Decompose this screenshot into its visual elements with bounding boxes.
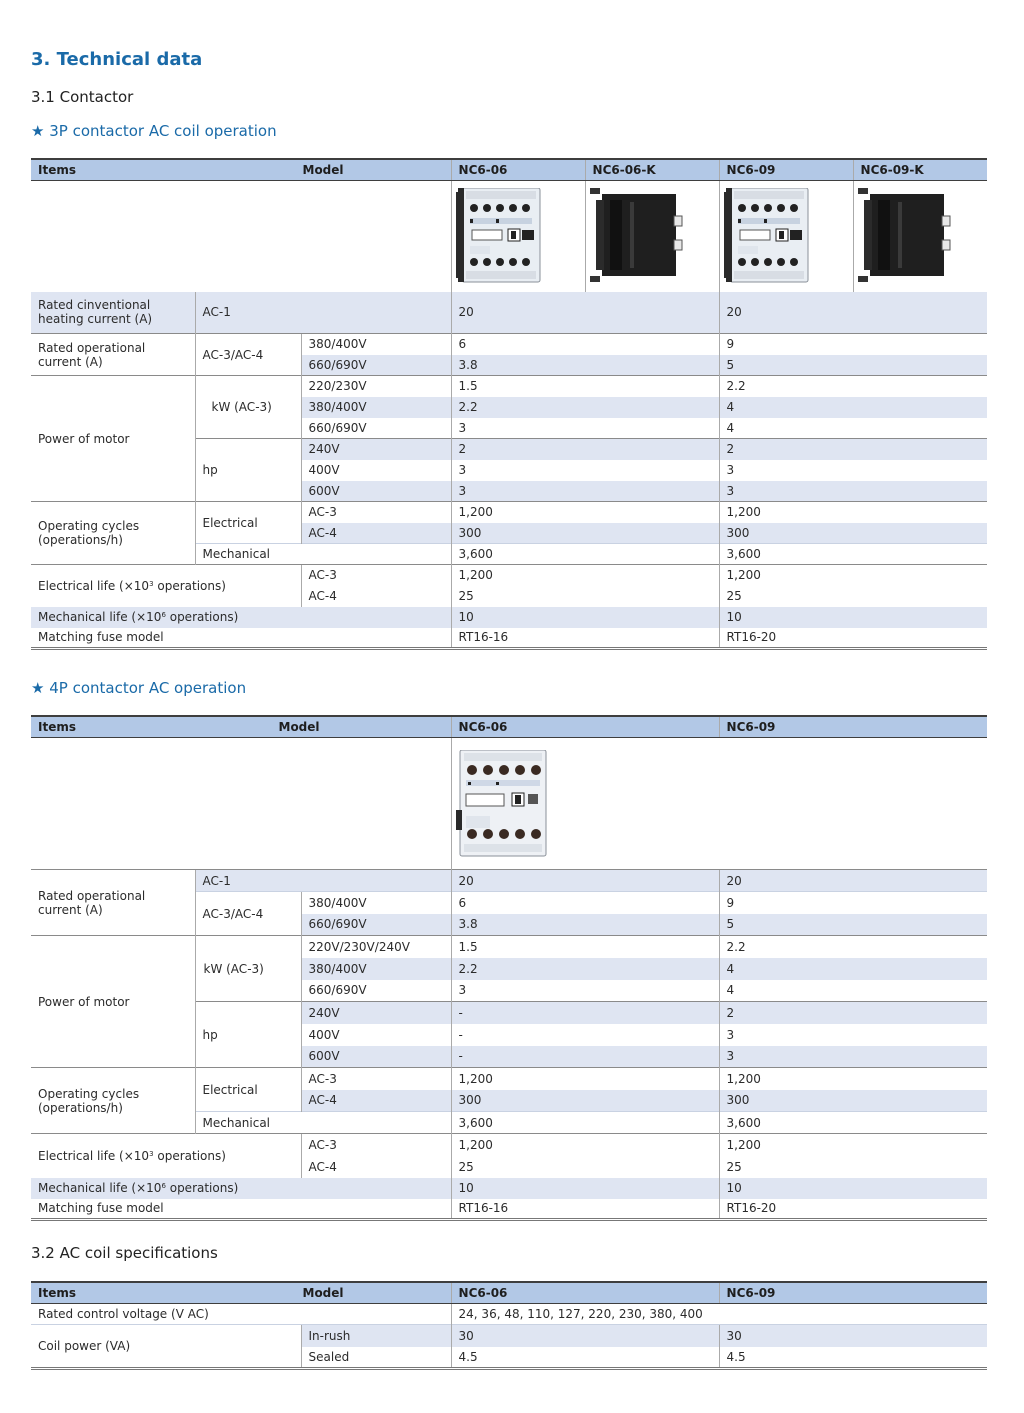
subsection-coil: 3.2 AC coil specifications [31,1244,218,1262]
table-row: Rated operational current (A) AC-3/AC-4 380/400V 6 9 [31,334,987,355]
table-row: 660/690V 3 4 [31,980,987,1002]
table-row: 600V - 3 [31,1046,987,1068]
table-row: Mechanical life ($\times 10^6$ operations) 10 10 [31,1178,987,1199]
product-image-nc6-06 [456,188,542,284]
row-label-fuse: Matching fuse model [38,630,164,645]
table-row: 660/690V 3 4 [31,418,987,439]
table-row: Operating cycles (operations/h) Electrical AC-3 1,200 1,200 [31,1068,987,1090]
table-row: 660/690V 3.8 5 [31,355,987,376]
table-row: Electrical life ($\times 10^3$ operations) AC-3 1,200 1,200 [31,565,987,586]
row-label-coil-power: Coil power (VA) [31,1325,301,1369]
table-row: Electrical life ($\times 10^3$ operations) AC-3 1,200 1,200 [31,1134,987,1156]
table-row: 380/400V 2.2 4 [31,958,987,980]
items-header: Items [38,163,76,177]
table-row: Rated cinventional heating current (A) AC-1 20 20 [31,292,987,334]
table-row: Mechanical life ($\times 10^6$ operations) 10 10 [31,607,987,628]
model-col-2: NC6-06-K [585,159,719,181]
table-row: 400V 3 3 [31,460,987,481]
subsection-contactor: 3.1 Contactor [31,88,134,106]
table-row: Operating cycles (operations/h) Electrical AC-3 1,200 1,200 [31,502,987,523]
table-row: Coil power (VA) In-rush 30 30 [31,1325,987,1347]
model-header: Model [302,163,344,177]
table-header [31,159,987,181]
row-label-electrical-life: Electrical life ($\times 10^3$ operations) [31,1134,301,1178]
row-label-mechanical-life: Mechanical life ($\times 10^6$ operations) [38,610,239,624]
product-image-nc6-09-k [858,188,952,284]
table-row: AC-4 300 300 [31,1090,987,1112]
product-image-nc6-09 [724,188,810,284]
model-col-1: NC6-06 [451,159,585,181]
image-row [31,738,987,870]
row-label-voltage: Rated control voltage (V AC) [38,1307,209,1321]
table-row: Mechanical 3,600 3,600 [31,544,987,565]
table-row: Mechanical 3,600 3,600 [31,1112,987,1134]
table-row: 400V - 3 [31,1024,987,1046]
table-row: AC-3/AC-4 380/400V 6 9 [31,892,987,914]
section-title: 3. Technical data [31,49,203,70]
model-col-4: NC6-09-K [853,159,987,181]
model-col-2: NC6-09 [719,1282,987,1304]
table-row: AC-4 300 300 [31,523,987,544]
table-row: AC-4 25 25 [31,586,987,607]
model-col-1: NC6-06 [451,1282,719,1304]
subsection-3p: ★ 3P contactor AC coil operation [31,122,277,140]
table-ac-coil [31,1281,987,1370]
table-row: Matching fuse model RT16-16 RT16-20 [31,1199,987,1220]
table-row: 600V 3 3 [31,481,987,502]
row-label-fuse: Matching fuse model [38,1201,164,1216]
table-row: Rated control voltage (V AC) 24, 36, 48, 110, 127, 220, 230, 380, 400 [31,1304,987,1325]
table-row: Matching fuse model RT16-16 RT16-20 [31,628,987,649]
row-label-operational: Rated operational current (A) [31,334,195,376]
table-row: 380/400V 2.2 4 [31,397,987,418]
table-row: Power of motor kW (AC-3) 220V/230V/240V 1.5 2.2 [31,936,987,958]
table-row: Sealed 4.5 4.5 [31,1347,987,1369]
row-label-cycles: Operating cycles (operations/h) [31,502,195,565]
row-label-electrical-life: Electrical life ($\times 10^3$ operations) [31,565,301,607]
table-header: Items Model NC6-06 NC6-09 [31,1282,987,1304]
model-col-2: NC6-09 [719,716,987,738]
row-label-power: Power of motor [31,376,195,502]
table-4p-contactor [31,715,987,1221]
row-label-heating: Rated cinventional heating current (A) [38,298,153,327]
table-row: Power of motor kW (AC-3) 220/230V 1.5 2.2 [31,376,987,397]
product-image-nc6-06-4p [456,750,552,858]
row-label-operational: Rated operational current (A) [31,870,195,936]
table-row: Rated operational current (A) AC-1 20 20 [31,870,987,892]
table-row: 660/690V 3.8 5 [31,914,987,936]
table-row: AC-4 25 25 [31,1156,987,1178]
row-label-power: Power of motor [31,936,195,1068]
product-image-nc6-06-k [590,188,684,284]
row-label-cycles: Operating cycles (operations/h) [31,1068,195,1134]
table-row: hp 240V 2 2 [31,439,987,460]
table-3p-contactor [31,158,987,650]
table-row: hp 240V - 2 [31,1002,987,1024]
row-label-mechanical-life: Mechanical life ($\times 10^6$ operations) [38,1181,239,1195]
table-header: Items Model NC6-06 NC6-09 [31,716,987,738]
subsection-4p: ★ 4P contactor AC operation [31,679,247,697]
model-col-1: NC6-06 [451,716,719,738]
model-col-3: NC6-09 [719,159,853,181]
image-row [31,181,987,292]
